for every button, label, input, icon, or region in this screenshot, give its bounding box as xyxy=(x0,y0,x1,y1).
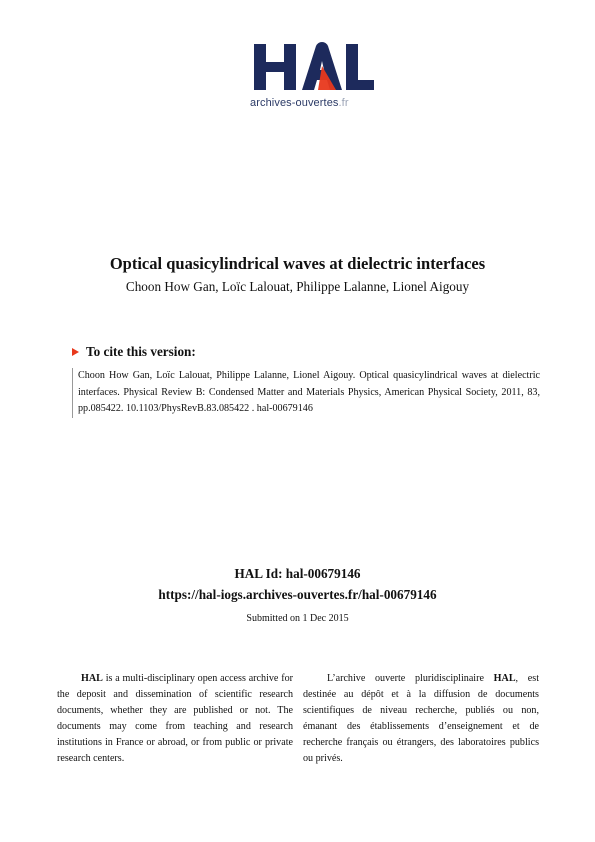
hal-logo xyxy=(250,40,380,115)
logo-subtitle: archives-ouvertes.fr xyxy=(250,97,349,109)
citation-text: Choon How Gan, Loïc Lalouat, Philippe Lalanne, Lionel Aigouy. Optical quasicylindrical waves at dielectric interfaces. Physical Review B: Condensed Matter and Materials Physics, American Physical Society, 2011, 83, pp.085422. 10.1103/PhysRevB.83.085422 . hal-00679146 xyxy=(72,368,540,418)
abstract-french xyxy=(303,671,539,766)
hal-url-link[interactable]: https://hal-iogs.archives-ouvertes.fr/hal-00679146 xyxy=(158,587,437,602)
abstract-french-text: , est destinée au dépôt et à la diffusion de documents scientifiques de niveau recherche, publiés ou non, émanant des établissements d’enseignement et de recherche français ou étrangers, des laboratoires publics ou privés. xyxy=(303,673,539,764)
abstract-english-text: is a multi-disciplinary open access archive for the deposit and dissemination of scientific research documents, whether they are published or not. The documents may come from teaching and research institutions in France or abroad, or from public or private research centers. xyxy=(57,673,293,764)
hal-bold-fr: HAL xyxy=(493,673,516,684)
hal-bold-en: HAL xyxy=(81,673,103,684)
submitted-date: Submitted on 1 Dec 2015 xyxy=(246,613,349,624)
paper-authors: Choon How Gan, Loïc Lalouat, Philippe Lalanne, Lionel Aigouy xyxy=(125,279,470,294)
hal-logo-mark xyxy=(250,40,376,94)
paper-title: Optical quasicylindrical waves at dielectric interfaces xyxy=(109,254,486,273)
arrow-right-icon xyxy=(72,348,79,356)
cite-heading xyxy=(72,344,196,360)
abstract-english xyxy=(57,671,293,766)
hal-id: HAL Id: hal-00679146 xyxy=(234,566,361,581)
cite-heading-label: To cite this version: xyxy=(86,344,196,359)
abstract-french-pre: L’archive ouverte pluridisciplinaire xyxy=(327,673,494,684)
